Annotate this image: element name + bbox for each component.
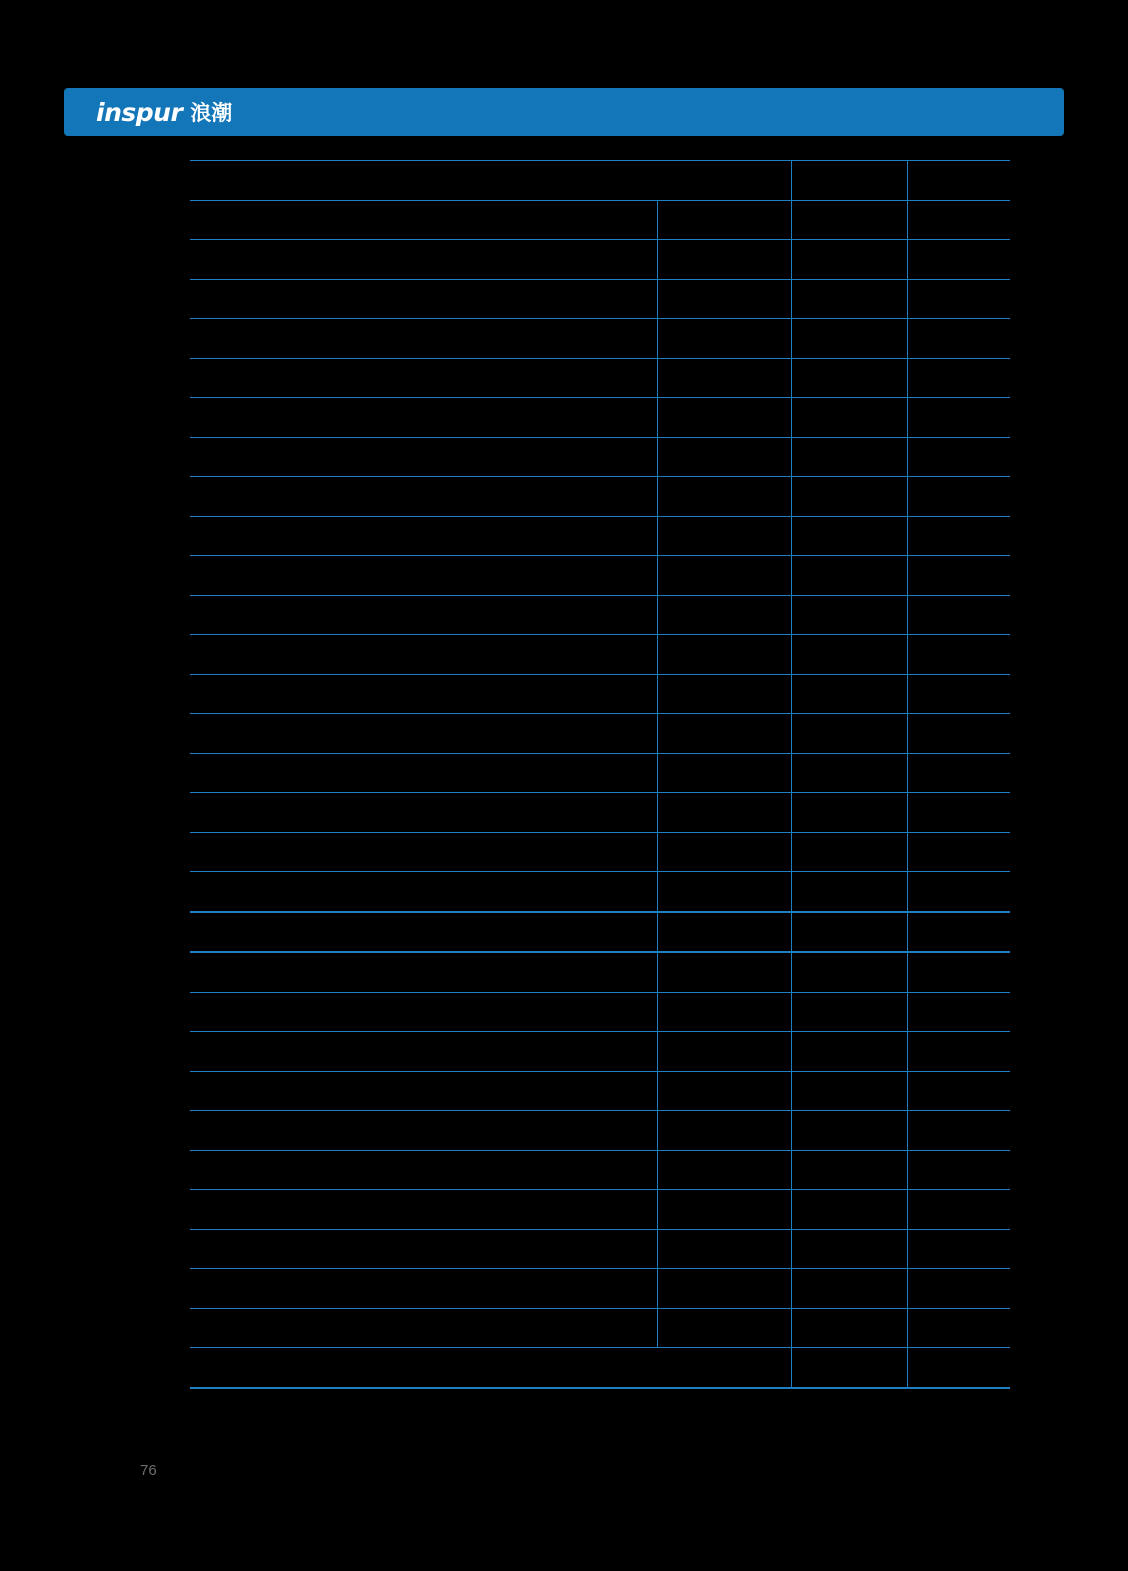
table-cell — [190, 952, 657, 992]
table-row — [190, 912, 1010, 953]
table-cell — [190, 714, 657, 754]
table-cell — [791, 200, 907, 240]
table-cell — [791, 516, 907, 556]
table-cell — [907, 595, 1010, 635]
table-row — [190, 358, 1010, 398]
table-cell — [657, 952, 791, 992]
table-cell — [657, 477, 791, 517]
table-cell — [907, 358, 1010, 398]
table-cell — [190, 240, 657, 280]
table-row — [190, 477, 1010, 517]
table-row — [190, 1269, 1010, 1309]
table-cell — [907, 516, 1010, 556]
table-cell — [657, 714, 791, 754]
table-cell — [791, 1032, 907, 1072]
table-row — [190, 753, 1010, 793]
table-cell — [907, 952, 1010, 992]
table-cell — [190, 1071, 657, 1111]
table-cell — [791, 912, 907, 953]
table-row — [190, 1032, 1010, 1072]
table-cell — [791, 952, 907, 992]
table-cell — [907, 1229, 1010, 1269]
table-cell — [907, 437, 1010, 477]
table-row — [190, 872, 1010, 912]
table-cell — [190, 516, 657, 556]
table-row — [190, 1348, 1010, 1388]
table-cell — [791, 872, 907, 912]
table-cell — [657, 992, 791, 1032]
table-cell — [907, 279, 1010, 319]
table-cell — [657, 1269, 791, 1309]
table-cell — [657, 753, 791, 793]
table-cell — [907, 872, 1010, 912]
page-number: 76 — [140, 1462, 157, 1479]
table-cell — [657, 793, 791, 833]
table-row — [190, 793, 1010, 833]
table-cell — [791, 1229, 907, 1269]
table-cell — [791, 556, 907, 596]
table-cell — [190, 1150, 657, 1190]
table-row — [190, 1308, 1010, 1348]
table-row — [190, 319, 1010, 359]
table-row — [190, 952, 1010, 992]
table-cell — [907, 200, 1010, 240]
table-cell — [907, 1071, 1010, 1111]
table-cell — [190, 279, 657, 319]
table-cell — [791, 595, 907, 635]
table-cell — [657, 635, 791, 675]
table-cell — [907, 161, 1010, 201]
table-cell — [791, 1150, 907, 1190]
table-cell — [791, 793, 907, 833]
table-cell — [657, 358, 791, 398]
table-cell — [190, 872, 657, 912]
table-cell — [190, 556, 657, 596]
table-cell — [657, 1032, 791, 1072]
inspur-logo — [96, 97, 232, 127]
table-row — [190, 832, 1010, 872]
table-cell — [907, 1032, 1010, 1072]
table-cell — [190, 595, 657, 635]
table-cell — [657, 832, 791, 872]
spec-table — [190, 160, 1010, 1389]
table-cell — [657, 674, 791, 714]
table-cell — [791, 674, 907, 714]
table-cell — [791, 398, 907, 438]
table-row — [190, 398, 1010, 438]
table-cell — [791, 753, 907, 793]
table-cell — [190, 793, 657, 833]
table-cell — [907, 753, 1010, 793]
table-row — [190, 1071, 1010, 1111]
table-cell — [657, 398, 791, 438]
table-cell — [907, 1111, 1010, 1151]
table-cell — [791, 832, 907, 872]
table-cell — [907, 674, 1010, 714]
table-row — [190, 279, 1010, 319]
table-cell — [657, 872, 791, 912]
table-cell — [190, 753, 657, 793]
table-cell — [791, 714, 907, 754]
spec-table-body — [190, 161, 1010, 1388]
table-cell — [791, 1308, 907, 1348]
table-cell — [190, 1269, 657, 1309]
table-row — [190, 674, 1010, 714]
logo-latin-text: inspur — [96, 97, 183, 127]
table-cell — [190, 161, 657, 201]
table-row — [190, 240, 1010, 280]
table-cell — [791, 240, 907, 280]
table-cell — [657, 1348, 791, 1388]
table-cell — [791, 992, 907, 1032]
table-cell — [657, 1111, 791, 1151]
table-cell — [190, 1348, 657, 1388]
table-cell — [791, 279, 907, 319]
table-cell — [657, 595, 791, 635]
table-cell — [907, 1150, 1010, 1190]
table-cell — [190, 358, 657, 398]
table-row — [190, 516, 1010, 556]
table-cell — [907, 556, 1010, 596]
table-cell — [657, 556, 791, 596]
table-cell — [907, 714, 1010, 754]
table-cell — [907, 240, 1010, 280]
table-cell — [657, 1308, 791, 1348]
table-cell — [190, 1032, 657, 1072]
table-cell — [907, 319, 1010, 359]
table-cell — [907, 992, 1010, 1032]
table-cell — [907, 912, 1010, 953]
table-cell — [190, 437, 657, 477]
table-cell — [791, 1111, 907, 1151]
table-cell — [190, 912, 657, 953]
table-row — [190, 437, 1010, 477]
table-cell — [190, 1308, 657, 1348]
table-cell — [657, 912, 791, 953]
table-cell — [190, 1229, 657, 1269]
table-cell — [657, 1229, 791, 1269]
table-cell — [657, 1071, 791, 1111]
table-row — [190, 992, 1010, 1032]
table-row — [190, 1190, 1010, 1230]
table-cell — [907, 1308, 1010, 1348]
table-cell — [907, 793, 1010, 833]
table-cell — [791, 477, 907, 517]
table-row — [190, 635, 1010, 675]
table-cell — [657, 1190, 791, 1230]
table-row — [190, 161, 1010, 201]
table-cell — [190, 832, 657, 872]
spec-table-container — [190, 160, 1010, 1389]
table-cell — [791, 1269, 907, 1309]
table-cell — [657, 200, 791, 240]
table-cell — [190, 1190, 657, 1230]
table-cell — [190, 1111, 657, 1151]
table-cell — [657, 437, 791, 477]
table-cell — [791, 319, 907, 359]
table-row — [190, 1150, 1010, 1190]
table-cell — [791, 437, 907, 477]
table-cell — [657, 161, 791, 201]
table-cell — [907, 832, 1010, 872]
table-cell — [190, 398, 657, 438]
table-row — [190, 595, 1010, 635]
table-cell — [190, 992, 657, 1032]
table-cell — [907, 1348, 1010, 1388]
table-cell — [791, 1071, 907, 1111]
table-cell — [791, 161, 907, 201]
table-cell — [657, 240, 791, 280]
table-row — [190, 200, 1010, 240]
table-row — [190, 1229, 1010, 1269]
table-cell — [907, 635, 1010, 675]
table-cell — [190, 477, 657, 517]
table-row — [190, 556, 1010, 596]
table-cell — [657, 279, 791, 319]
table-row — [190, 714, 1010, 754]
table-cell — [791, 358, 907, 398]
table-cell — [907, 1269, 1010, 1309]
table-cell — [657, 319, 791, 359]
table-cell — [791, 635, 907, 675]
table-cell — [791, 1190, 907, 1230]
table-cell — [190, 674, 657, 714]
table-cell — [791, 1348, 907, 1388]
header-band — [64, 88, 1064, 136]
table-cell — [907, 477, 1010, 517]
table-cell — [190, 319, 657, 359]
logo-cjk-text: 浪潮 — [190, 101, 233, 125]
table-cell — [190, 200, 657, 240]
table-cell — [657, 1150, 791, 1190]
table-cell — [657, 516, 791, 556]
table-row — [190, 1111, 1010, 1151]
table-cell — [907, 1190, 1010, 1230]
table-cell — [907, 398, 1010, 438]
table-cell — [190, 635, 657, 675]
